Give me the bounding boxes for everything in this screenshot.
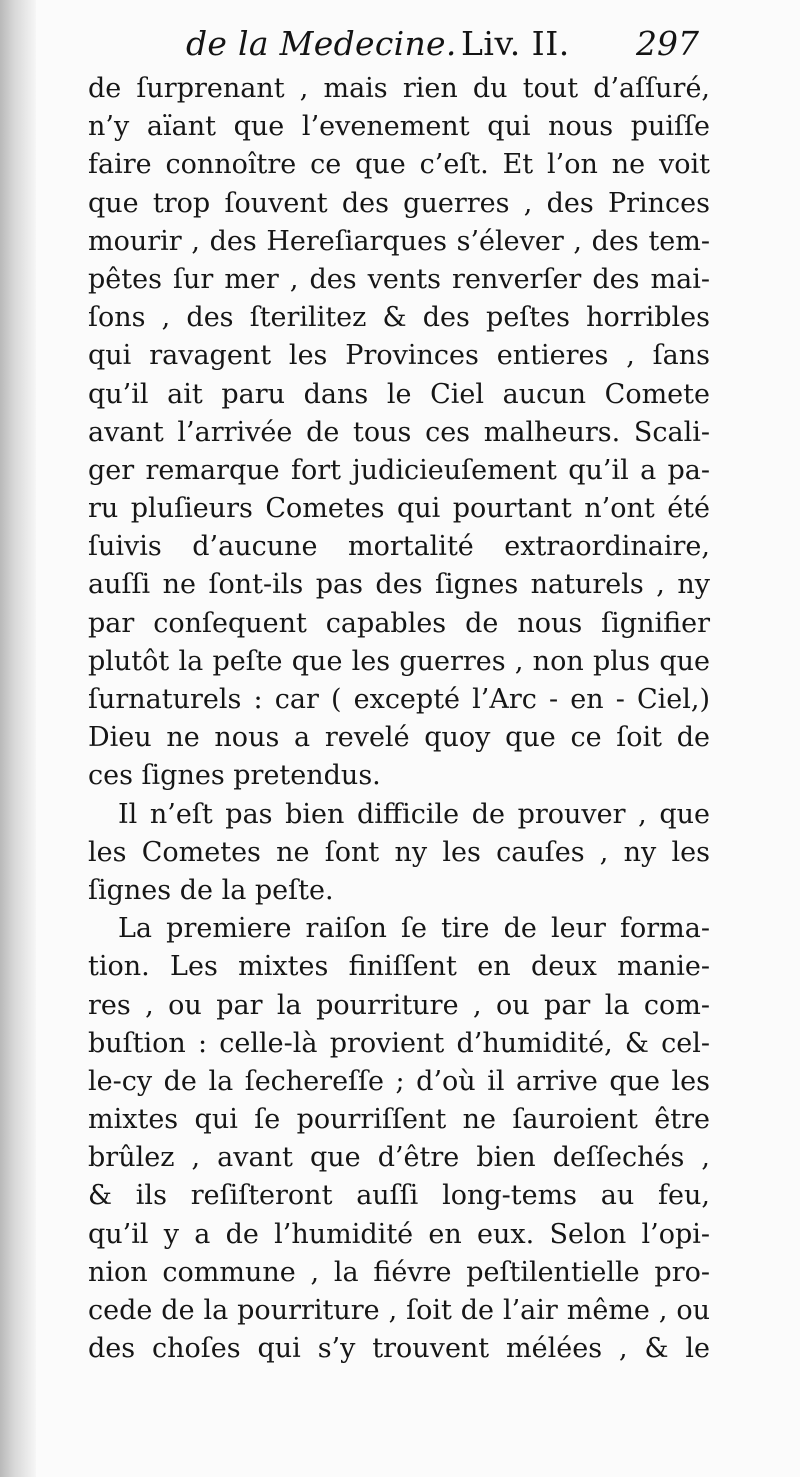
text-line: Dieu ne nous a revelé quoy que ce ſoit de: [88, 722, 710, 754]
text-line: tion. Les mixtes finiſſent en deux manie-: [88, 951, 710, 983]
text-line: cede de la pourriture , ſoit de l’air même , ou: [88, 1295, 710, 1326]
text-line: le-cy de la ſechereſſe ; d’où il arrive que les: [88, 1065, 710, 1097]
text-line: mourir , des Hereſiarques s’élever , des tem-: [88, 225, 710, 257]
text-line: les Cometes ne ſont ny les cauſes , ny les: [88, 836, 710, 868]
text-line: que trop ſouvent des guerres , des Princes: [88, 187, 710, 219]
text-line: avant l’arrivée de tous ces malheurs. Scali-: [88, 416, 710, 448]
paragraph-end-line: ces ſignes pretendus.: [88, 760, 381, 792]
paragraph-end-line: ſignes de la peſte.: [88, 874, 334, 906]
text-line: res , ou par la pourriture , ou par la com-: [88, 989, 710, 1021]
text-line: ger remarque fort judicieuſement qu’il a pa-: [88, 454, 710, 486]
text-line: pêtes ſur mer , des vents renverſer des mai-: [88, 263, 710, 295]
running-head: [176, 18, 736, 78]
text-line: n’y aïant que l’evenement qui nous puiſſe: [88, 111, 710, 143]
text-line: ſurnaturels : car ( excepté l’Arc - en - Ciel,): [88, 684, 710, 715]
text-line: faire connoître ce que c’eſt. Et l’on ne voit: [88, 149, 710, 181]
running-title: de la Medecine.: [186, 24, 457, 63]
text-line: ru pluſieurs Cometes qui pourtant n’ont été: [88, 493, 710, 525]
text-line: qui ravagent les Provinces entieres , ſans: [88, 340, 710, 372]
text-line: par conſequent capables de nous ſignifier: [88, 607, 710, 639]
text-line: auſſi ne ſont-ils pas des ſignes naturels , ny: [88, 569, 710, 601]
text-line: & ils reſiſteront auſſi long-tems au feu,: [88, 1180, 710, 1212]
text-line: mixtes qui ſe pourriſſent ne ſauroient être: [88, 1104, 710, 1136]
text-line: buſtion : celle-là provient d’humidité, & cel-: [88, 1027, 710, 1059]
text-line: plutôt la peſte que les guerres , non plus que: [88, 645, 710, 677]
page-number: 297: [636, 24, 699, 63]
text-line: des choſes qui s’y trouvent mélées , & le: [88, 1333, 710, 1365]
text-line: qu’il ait paru dans le Ciel aucun Comete: [88, 378, 710, 410]
text-line: qu’il y a de l’humidité en eux. Selon l’opi-: [88, 1218, 710, 1250]
body-text: [88, 70, 710, 1368]
paragraph-first-line: Il n’eſt pas bien difficile de prouver , que: [118, 798, 710, 830]
text-line: ſons , des ſterilitez & des peſtes horribles: [88, 302, 710, 334]
page-gutter-shadow: [0, 0, 36, 1477]
text-line: ſuivis d’aucune mortalité extraordinaire,: [88, 531, 710, 563]
paragraph-first-line: La premiere raiſon ſe tire de leur forma-: [118, 913, 710, 945]
text-line: brûlez , avant que d’être bien deſſechés ,: [88, 1142, 710, 1174]
text-line: nion commune , la fiévre peſtilentielle pro-: [88, 1256, 710, 1288]
book-number: Liv. II.: [461, 24, 570, 63]
text-line: de ſurprenant , mais rien du tout d’aſſuré,: [88, 73, 710, 104]
